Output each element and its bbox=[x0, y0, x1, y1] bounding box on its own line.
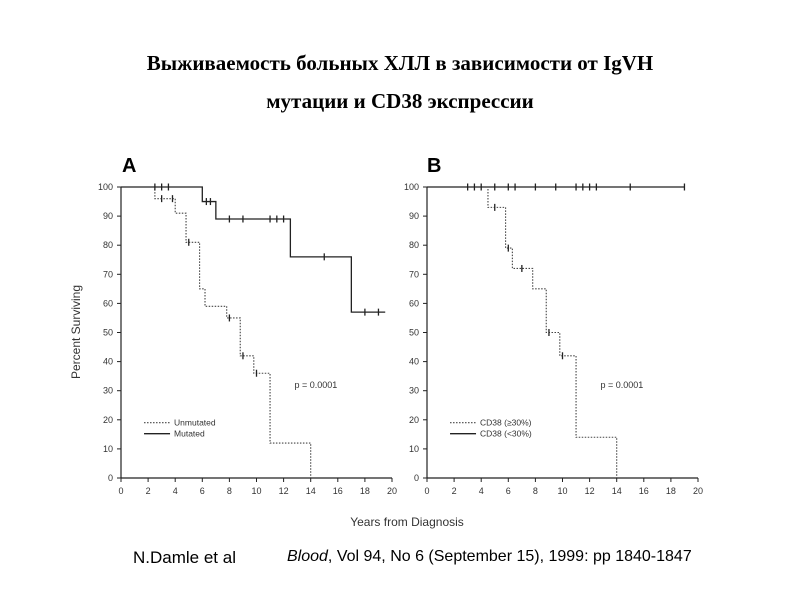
panel-a-y-tick-label: 20 bbox=[102, 414, 113, 425]
panel-b-x-tick-label: 10 bbox=[557, 486, 568, 496]
panel-b-x-tick-label: 8 bbox=[532, 486, 538, 496]
panel-b-x-tick-label: 12 bbox=[584, 486, 595, 496]
panel-a-y-tick-label: 10 bbox=[102, 443, 113, 454]
panel-b-y-tick-label: 60 bbox=[408, 298, 419, 309]
panel-a-y-tick-label: 30 bbox=[102, 385, 113, 396]
panel-b-legend-label: CD38 (≥30%) bbox=[480, 417, 532, 428]
panel-b-y-tick-label: 20 bbox=[408, 414, 419, 425]
panel-a-x-tick-label: 6 bbox=[199, 486, 205, 496]
panel-b-x-tick-label: 2 bbox=[451, 486, 457, 496]
panel-b-legend-label: CD38 (<30%) bbox=[480, 428, 532, 439]
panel-a-y-tick-label: 40 bbox=[102, 356, 113, 367]
panel-a-x-tick-label: 0 bbox=[118, 486, 124, 496]
panel-a-legend-label: Mutated bbox=[174, 428, 205, 439]
panel-b-annotation: p = 0.0001 bbox=[600, 379, 644, 390]
panel-b-y-tick-label: 30 bbox=[408, 385, 419, 396]
citation-reference bbox=[287, 548, 692, 566]
panel-a-y-axis-label: Percent Surviving bbox=[69, 284, 83, 380]
panel-a-x-tick-label: 12 bbox=[278, 486, 289, 496]
panel-b-x-tick-label: 0 bbox=[424, 486, 430, 496]
panel-a-x-tick-label: 16 bbox=[332, 486, 343, 496]
panel-a-x-axis-label: Years from Diagnosis bbox=[350, 515, 464, 529]
panel-b-x-tick-label: 18 bbox=[665, 486, 676, 496]
panel-b-y-tick-label: 70 bbox=[408, 269, 419, 280]
panel-b-label: B bbox=[427, 155, 442, 177]
panel-a-y-tick-label: 80 bbox=[102, 240, 113, 251]
panel-b-y-tick-label: 90 bbox=[408, 211, 419, 222]
panel-b-x-tick-label: 14 bbox=[611, 486, 622, 496]
panel-a-series-2-line bbox=[121, 187, 385, 312]
slide-title-line-1: Выживаемость больных ХЛЛ в зависимости от IgVH bbox=[146, 51, 654, 75]
panel-a-x-tick-label: 8 bbox=[226, 486, 232, 496]
citation-details: , Vol 94, No 6 (September 15), 1999: pp 1840-1847 bbox=[327, 548, 692, 565]
panel-b-y-tick-label: 10 bbox=[408, 443, 419, 454]
panel-a-x-tick-label: 4 bbox=[172, 486, 178, 496]
panel-a-annotation: p = 0.0001 bbox=[294, 379, 338, 390]
panel-a-y-tick-label: 60 bbox=[102, 298, 113, 309]
panel-b-x-tick-label: 16 bbox=[638, 486, 649, 496]
panel-a-x-tick-label: 18 bbox=[359, 486, 370, 496]
panel-a-y-tick-label: 70 bbox=[102, 269, 113, 280]
panel-b-y-tick-label: 100 bbox=[403, 182, 419, 192]
citation-authors: N.Damle et al bbox=[133, 548, 236, 567]
panel-a-y-tick-label: 0 bbox=[107, 473, 113, 483]
panel-b-x-tick-label: 4 bbox=[478, 486, 484, 496]
panel-a-legend-label: Unmutated bbox=[174, 417, 216, 428]
panel-b-y-tick-label: 0 bbox=[413, 473, 419, 483]
slide-title-line-2: мутации и CD38 экспрессии bbox=[266, 89, 534, 113]
panel-a-y-tick-label: 50 bbox=[102, 327, 113, 338]
panel-a-label: A bbox=[122, 155, 137, 177]
panel-b-y-tick-label: 50 bbox=[408, 327, 419, 338]
panel-b-y-tick-label: 80 bbox=[408, 240, 419, 251]
panel-a-x-tick-label: 2 bbox=[145, 486, 151, 496]
panel-a-x-tick-label: 14 bbox=[305, 486, 316, 496]
citation-journal: Blood bbox=[287, 548, 328, 565]
panel-b-x-tick-label: 20 bbox=[692, 486, 704, 496]
panel-a-x-tick-label: 10 bbox=[251, 486, 262, 496]
panel-a-y-tick-label: 100 bbox=[97, 182, 113, 192]
panel-a-y-tick-label: 90 bbox=[102, 211, 113, 222]
panel-b-x-tick-label: 6 bbox=[505, 486, 511, 496]
panel-b-y-tick-label: 40 bbox=[408, 356, 419, 367]
panel-a-x-tick-label: 20 bbox=[386, 486, 398, 496]
